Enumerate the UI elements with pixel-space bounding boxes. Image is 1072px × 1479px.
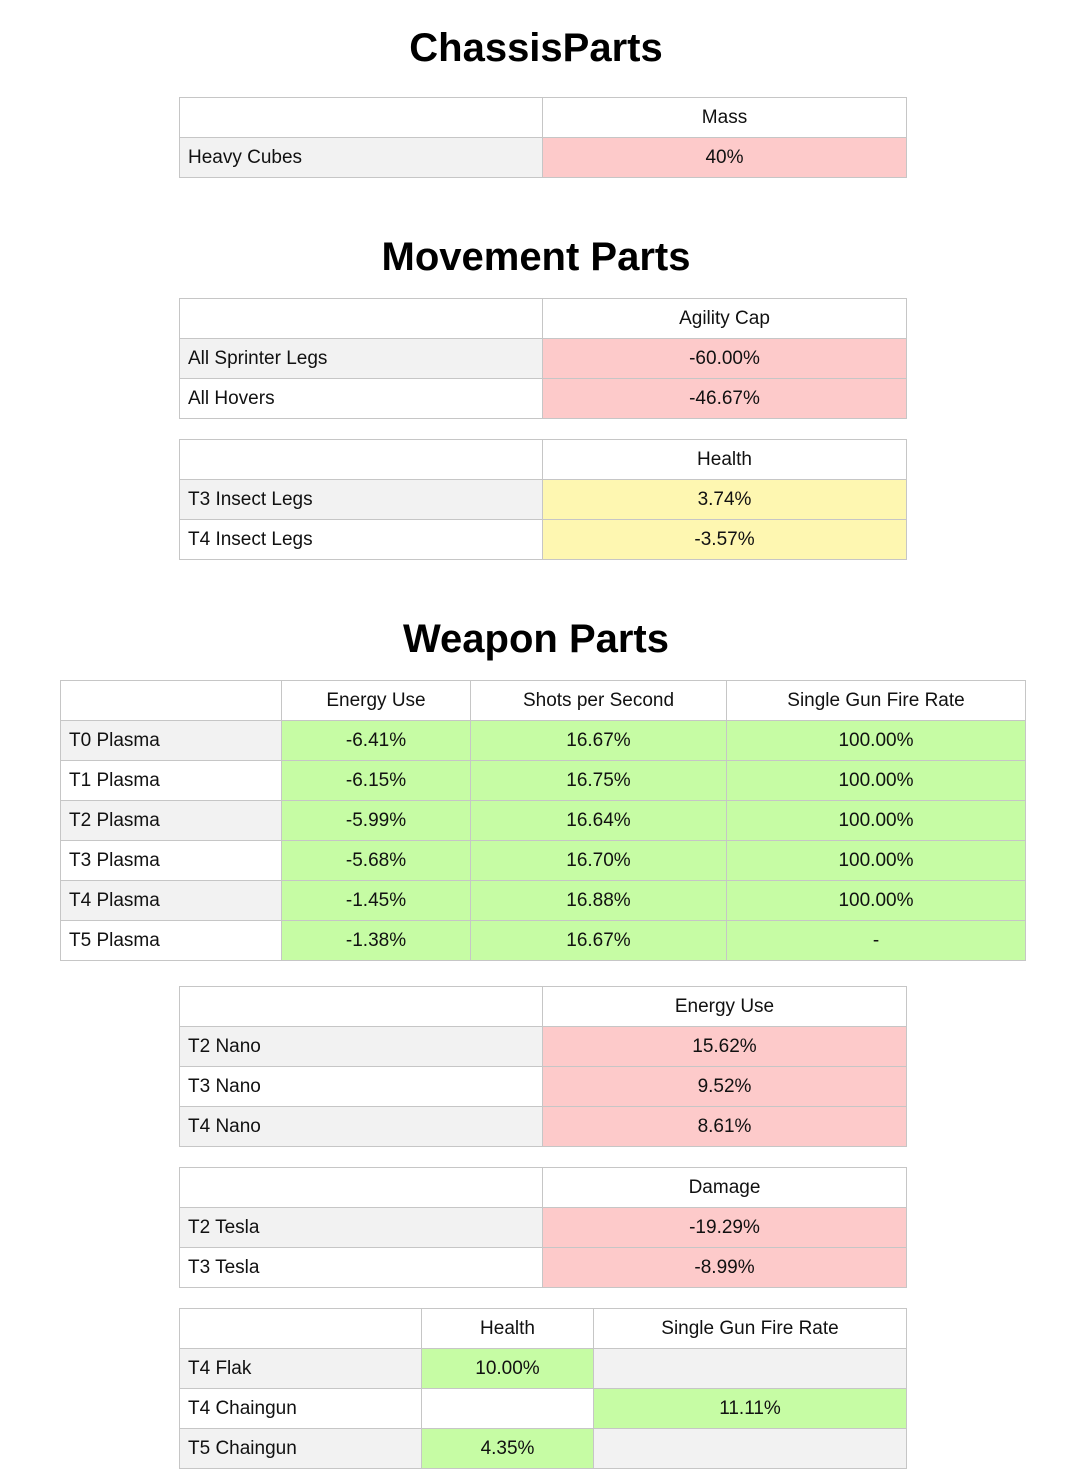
- table-header-row: [180, 98, 907, 138]
- table-header-row: [180, 1309, 907, 1349]
- table-header-row: [180, 440, 907, 480]
- row-label: T4 Chaingun: [180, 1389, 422, 1429]
- table-row: [61, 881, 1026, 921]
- flak-chaingun-table: [179, 1308, 907, 1469]
- single-gun-fire-rate-column-header: Single Gun Fire Rate: [594, 1309, 907, 1349]
- table-header-row: [180, 987, 907, 1027]
- mass-value: 40%: [543, 138, 907, 178]
- table-row: [180, 520, 907, 560]
- health-column-header: Health: [543, 440, 907, 480]
- fire-rate-value: [594, 1349, 907, 1389]
- energy-use-value: -5.99%: [282, 801, 471, 841]
- agility-cap-value: -46.67%: [543, 379, 907, 419]
- table-row: [61, 841, 1026, 881]
- table-header-row: [61, 681, 1026, 721]
- chassis-parts-title: ChassisParts: [409, 26, 663, 70]
- row-label: T2 Plasma: [61, 801, 282, 841]
- health-value: 10.00%: [422, 1349, 594, 1389]
- energy-use-value: 9.52%: [543, 1067, 907, 1107]
- table-row: [180, 339, 907, 379]
- fire-rate-value: -: [727, 921, 1026, 961]
- fire-rate-value: 100.00%: [727, 801, 1026, 841]
- energy-use-value: -1.38%: [282, 921, 471, 961]
- header-empty-cell: [180, 987, 543, 1027]
- row-label: T0 Plasma: [61, 721, 282, 761]
- fire-rate-value: 100.00%: [727, 761, 1026, 801]
- agility-cap-column-header: Agility Cap: [543, 299, 907, 339]
- table-row: [180, 480, 907, 520]
- table-row: [61, 761, 1026, 801]
- header-empty-cell: [180, 299, 543, 339]
- energy-use-value: -1.45%: [282, 881, 471, 921]
- fire-rate-value: 100.00%: [727, 721, 1026, 761]
- shots-per-second-value: 16.67%: [471, 721, 727, 761]
- shots-per-second-value: 16.75%: [471, 761, 727, 801]
- row-label: T3 Insect Legs: [180, 480, 543, 520]
- header-empty-cell: [180, 98, 543, 138]
- row-label: T5 Chaingun: [180, 1429, 422, 1469]
- table-row: [61, 721, 1026, 761]
- health-column-header: Health: [422, 1309, 594, 1349]
- weapon-parts-title: Weapon Parts: [403, 617, 669, 661]
- table-row: [180, 1107, 907, 1147]
- row-label: All Sprinter Legs: [180, 339, 543, 379]
- row-label: T4 Flak: [180, 1349, 422, 1389]
- mass-column-header: Mass: [543, 98, 907, 138]
- agility-cap-value: -60.00%: [543, 339, 907, 379]
- header-empty-cell: [180, 1168, 543, 1208]
- health-value: 3.74%: [543, 480, 907, 520]
- row-label: T2 Nano: [180, 1027, 543, 1067]
- table-row: [180, 1027, 907, 1067]
- shots-per-second-value: 16.67%: [471, 921, 727, 961]
- tesla-damage-table: [179, 1167, 907, 1288]
- damage-value: -19.29%: [543, 1208, 907, 1248]
- table-row: [180, 1429, 907, 1469]
- row-label: T2 Tesla: [180, 1208, 543, 1248]
- energy-use-value: -6.15%: [282, 761, 471, 801]
- header-empty-cell: [180, 1309, 422, 1349]
- header-empty-cell: [180, 440, 543, 480]
- shots-per-second-value: 16.64%: [471, 801, 727, 841]
- table-row: [180, 1349, 907, 1389]
- health-value: [422, 1389, 594, 1429]
- row-label: T4 Insect Legs: [180, 520, 543, 560]
- energy-use-value: 15.62%: [543, 1027, 907, 1067]
- plasma-table: [60, 680, 1026, 961]
- shots-per-second-column-header: Shots per Second: [471, 681, 727, 721]
- table-row: [61, 801, 1026, 841]
- row-label: T1 Plasma: [61, 761, 282, 801]
- row-label: T4 Nano: [180, 1107, 543, 1147]
- damage-column-header: Damage: [543, 1168, 907, 1208]
- energy-use-column-header: Energy Use: [543, 987, 907, 1027]
- shots-per-second-value: 16.70%: [471, 841, 727, 881]
- table-row: [180, 1248, 907, 1288]
- energy-use-value: -6.41%: [282, 721, 471, 761]
- movement-parts-title: Movement Parts: [381, 235, 691, 279]
- row-label: T4 Plasma: [61, 881, 282, 921]
- row-label: T5 Plasma: [61, 921, 282, 961]
- energy-use-column-header: Energy Use: [282, 681, 471, 721]
- legs-health-table: [179, 439, 907, 560]
- table-row: [180, 138, 907, 178]
- header-empty-cell: [61, 681, 282, 721]
- nano-energy-use-table: [179, 986, 907, 1147]
- single-gun-fire-rate-column-header: Single Gun Fire Rate: [727, 681, 1026, 721]
- table-row: [180, 1067, 907, 1107]
- table-header-row: [180, 1168, 907, 1208]
- chassis-mass-table: [179, 97, 907, 178]
- fire-rate-value: 100.00%: [727, 881, 1026, 921]
- row-label: T3 Nano: [180, 1067, 543, 1107]
- agility-cap-table: [179, 298, 907, 419]
- row-label: T3 Tesla: [180, 1248, 543, 1288]
- health-value: -3.57%: [543, 520, 907, 560]
- fire-rate-value: 11.11%: [594, 1389, 907, 1429]
- health-value: 4.35%: [422, 1429, 594, 1469]
- row-label: All Hovers: [180, 379, 543, 419]
- shots-per-second-value: 16.88%: [471, 881, 727, 921]
- table-row: [180, 379, 907, 419]
- table-row: [180, 1208, 907, 1248]
- row-label: Heavy Cubes: [180, 138, 543, 178]
- row-label: T3 Plasma: [61, 841, 282, 881]
- fire-rate-value: [594, 1429, 907, 1469]
- table-row: [180, 1389, 907, 1429]
- table-row: [61, 921, 1026, 961]
- fire-rate-value: 100.00%: [727, 841, 1026, 881]
- table-header-row: [180, 299, 907, 339]
- energy-use-value: -5.68%: [282, 841, 471, 881]
- energy-use-value: 8.61%: [543, 1107, 907, 1147]
- damage-value: -8.99%: [543, 1248, 907, 1288]
